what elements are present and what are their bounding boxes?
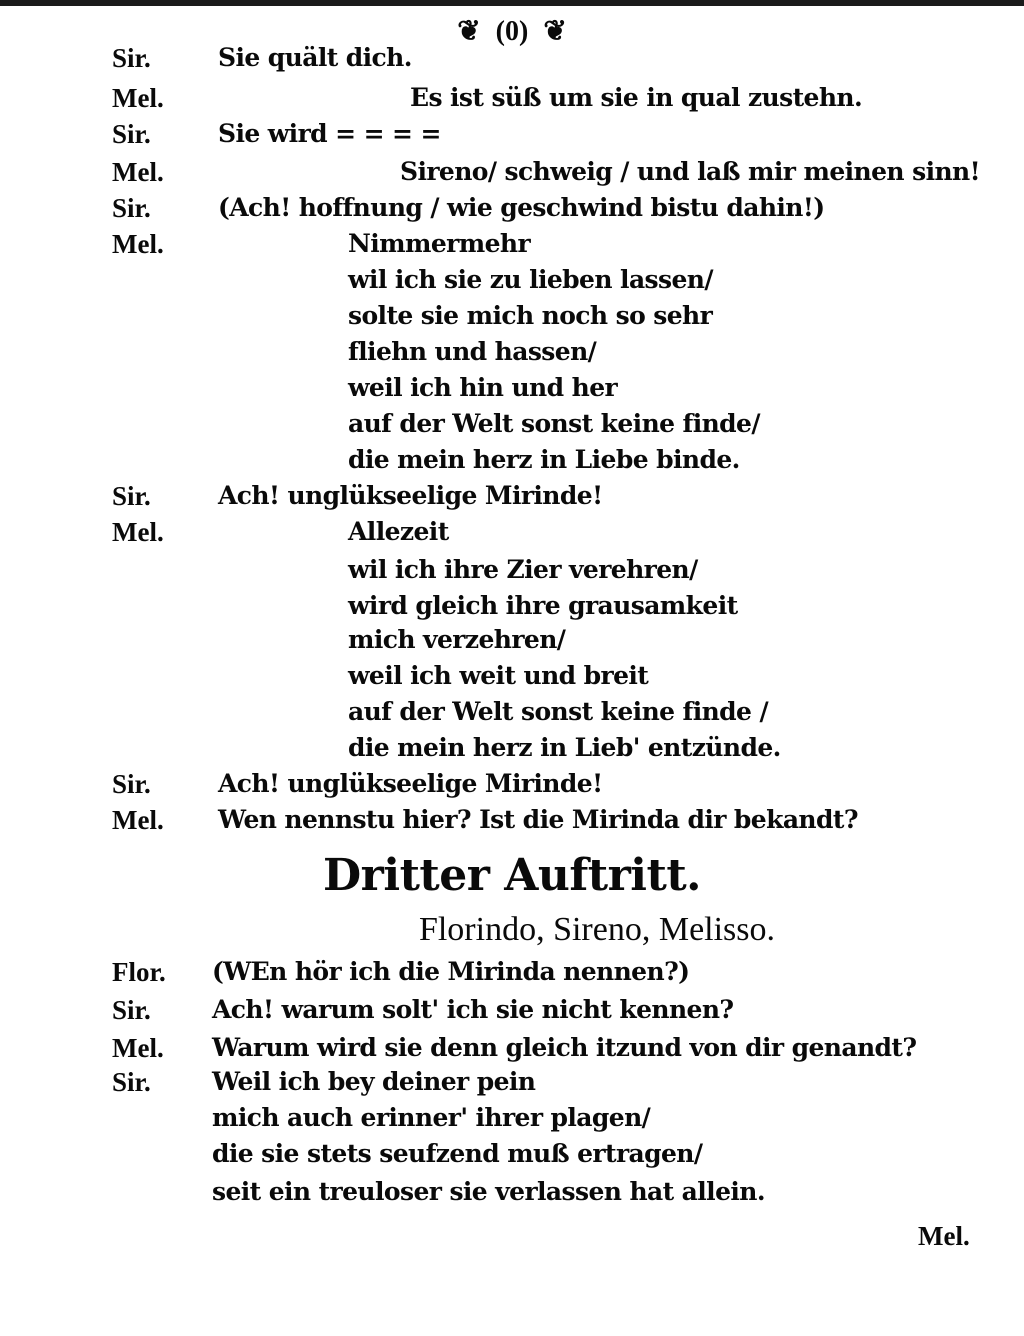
verse-line: Weil ich bey deiner pein [212, 1067, 536, 1096]
verse-line: die mein herz in Liebe binde. [348, 445, 740, 474]
verse-line: seit ein treuloser sie verlassen hat allein. [212, 1177, 765, 1206]
verse-line: (WEn hör ich die Mirinda nennen?) [212, 957, 690, 986]
top-rule [0, 0, 1024, 6]
verse-line: Warum wird sie denn gleich itzund von dir genandt? [212, 1033, 917, 1062]
speaker-label: Mel. [112, 517, 164, 547]
verse-line: solte sie mich noch so sehr [348, 301, 713, 330]
verse-line: Allezeit [348, 517, 449, 546]
verse-line: wil ich sie zu lieben lassen/ [348, 265, 713, 294]
page-header [0, 14, 1024, 50]
ornament-left-icon: ❦ [457, 16, 481, 47]
scene-heading: Dritter Auftritt. [323, 850, 701, 901]
verse-line: weil ich weit und breit [348, 661, 649, 690]
verse-line: Nimmermehr [348, 229, 531, 258]
verse-line: Sireno/ schweig / und laß mir meinen sinn! [400, 157, 981, 186]
verse-line: Ach! unglükseelige Mirinde! [218, 769, 603, 798]
speaker-label: Mel. [112, 1033, 164, 1063]
catchword: Mel. [918, 1221, 970, 1251]
verse-line: mich verzehren/ [348, 625, 566, 654]
speaker-label: Sir. [112, 119, 151, 149]
speaker-label: Sir. [112, 193, 151, 223]
verse-line: Sie quält dich. [218, 43, 412, 72]
cast-list: Florindo, Sireno, Melisso. [418, 911, 776, 948]
speaker-label: Flor. [112, 957, 166, 987]
verse-line: auf der Welt sonst keine finde/ [348, 409, 760, 438]
speaker-label: Sir. [112, 1067, 151, 1097]
verse-line: Sie wird = = = = [218, 119, 441, 148]
speaker-label: Sir. [112, 769, 151, 799]
speaker-label: Mel. [112, 229, 164, 259]
page-number: (0) [495, 16, 529, 47]
speaker-label: Mel. [112, 83, 164, 113]
verse-line: (Ach! hoffnung / wie geschwind bistu dahin!) [218, 193, 825, 222]
verse-line: mich auch erinner' ihrer plagen/ [212, 1103, 651, 1132]
verse-line: Ach! unglükseelige Mirinde! [218, 481, 603, 510]
verse-line: Wen nennstu hier? Ist die Mirinda dir bekandt? [218, 805, 858, 834]
speaker-label: Mel. [112, 805, 164, 835]
verse-line: weil ich hin und her [348, 373, 618, 402]
verse-line: Ach! warum solt' ich sie nicht kennen? [212, 995, 734, 1024]
verse-line: fliehn und hassen/ [348, 337, 597, 366]
verse-line: die sie stets seufzend muß ertragen/ [212, 1139, 703, 1168]
verse-line: die mein herz in Lieb' entzünde. [348, 733, 781, 762]
verse-line: wil ich ihre Zier verehren/ [348, 555, 698, 584]
ornament-right-icon: ❦ [543, 16, 567, 47]
speaker-label: Sir. [112, 995, 151, 1025]
verse-line: Es ist süß um sie in qual zustehn. [410, 83, 863, 112]
speaker-label: Sir. [112, 43, 151, 73]
verse-line: wird gleich ihre grausamkeit [348, 591, 738, 620]
speaker-label: Mel. [112, 157, 164, 187]
speaker-label: Sir. [112, 481, 151, 511]
verse-line: auf der Welt sonst keine finde / [348, 697, 768, 726]
